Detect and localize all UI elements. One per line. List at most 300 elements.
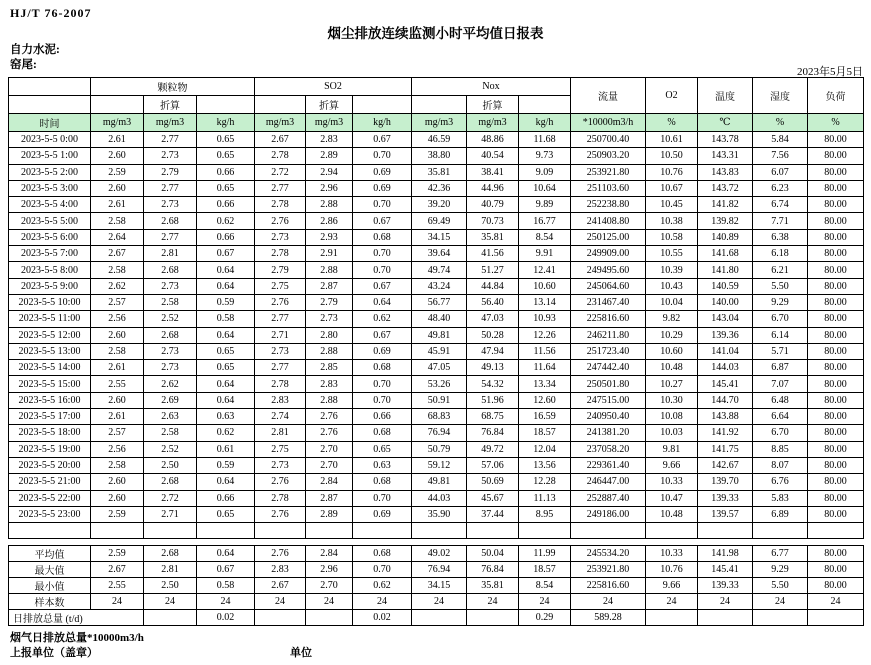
value-cell: 59.12 bbox=[412, 457, 467, 473]
value-cell: 80.00 bbox=[808, 311, 864, 327]
unit-cell: mg/m3 bbox=[255, 114, 306, 132]
value-cell: 9.82 bbox=[646, 311, 698, 327]
value-cell: 50.79 bbox=[412, 441, 467, 457]
value-cell: 2.83 bbox=[255, 562, 306, 578]
value-cell: 2.88 bbox=[306, 392, 353, 408]
value-cell: 237058.20 bbox=[571, 441, 646, 457]
header-humidity: 湿度 bbox=[753, 78, 808, 114]
hour-row bbox=[9, 180, 864, 196]
report-unit-label: 上报单位（盖章） bbox=[10, 647, 98, 659]
value-cell: 2.79 bbox=[255, 262, 306, 278]
value-cell: 6.21 bbox=[753, 262, 808, 278]
value-cell: 0.70 bbox=[353, 392, 412, 408]
time-cell: 2023-5-5 2:00 bbox=[9, 164, 91, 180]
value-cell: 8.85 bbox=[753, 441, 808, 457]
value-cell: 6.48 bbox=[753, 392, 808, 408]
value-cell: 2.75 bbox=[255, 278, 306, 294]
value-cell: 247442.40 bbox=[571, 360, 646, 376]
value-cell: 2.91 bbox=[306, 246, 353, 262]
value-cell: 2.58 bbox=[91, 262, 144, 278]
value-cell: 76.84 bbox=[467, 562, 519, 578]
value-cell: 2.76 bbox=[306, 425, 353, 441]
value-cell: 80.00 bbox=[808, 578, 864, 594]
value-cell: 2.83 bbox=[306, 132, 353, 148]
row-label-cell: 平均值 bbox=[9, 546, 91, 562]
value-cell: 9.29 bbox=[753, 294, 808, 310]
value-cell: 44.96 bbox=[467, 180, 519, 196]
value-cell: 2.70 bbox=[306, 457, 353, 473]
value-cell: 2.60 bbox=[91, 392, 144, 408]
value-cell: 240950.40 bbox=[571, 409, 646, 425]
value-cell: 2.88 bbox=[306, 343, 353, 359]
value-cell: 80.00 bbox=[808, 148, 864, 164]
value-cell: 8.54 bbox=[519, 229, 571, 245]
value-cell: 0.64 bbox=[353, 294, 412, 310]
value-cell: 0.64 bbox=[197, 327, 255, 343]
unit-label: 单位 bbox=[290, 647, 312, 659]
value-cell: 49.74 bbox=[412, 262, 467, 278]
value-cell: 46.59 bbox=[412, 132, 467, 148]
value-cell bbox=[753, 610, 808, 626]
value-cell: 80.00 bbox=[808, 343, 864, 359]
value-cell: 7.07 bbox=[753, 376, 808, 392]
value-cell: 2.55 bbox=[91, 376, 144, 392]
value-cell bbox=[144, 610, 197, 626]
hour-row bbox=[9, 441, 864, 457]
value-cell: 0.65 bbox=[197, 343, 255, 359]
value-cell: 10.03 bbox=[646, 425, 698, 441]
value-cell: 10.61 bbox=[646, 132, 698, 148]
value-cell: 9.09 bbox=[519, 164, 571, 180]
row-label-cell: 样本数 bbox=[9, 594, 91, 610]
summary-row bbox=[9, 546, 864, 562]
value-cell: 0.69 bbox=[353, 343, 412, 359]
unit-cell: mg/m3 bbox=[144, 114, 197, 132]
value-cell: 2.75 bbox=[255, 441, 306, 457]
value-cell: 2.74 bbox=[255, 409, 306, 425]
value-cell: 251723.40 bbox=[571, 343, 646, 359]
unit-cell: % bbox=[753, 114, 808, 132]
value-cell: 7.71 bbox=[753, 213, 808, 229]
value-cell: 24 bbox=[753, 594, 808, 610]
value-cell: 80.00 bbox=[808, 229, 864, 245]
value-cell: 141.04 bbox=[698, 343, 753, 359]
unit-cell: mg/m3 bbox=[306, 114, 353, 132]
header-empty-cell bbox=[255, 96, 306, 114]
header-group-pm: 颗粒物 bbox=[91, 78, 255, 96]
value-cell: 2.93 bbox=[306, 229, 353, 245]
value-cell: 0.64 bbox=[197, 278, 255, 294]
header-temp: 温度 bbox=[698, 78, 753, 114]
value-cell: 80.00 bbox=[808, 360, 864, 376]
value-cell: 2.80 bbox=[306, 327, 353, 343]
value-cell: 2.88 bbox=[306, 197, 353, 213]
value-cell: 68.83 bbox=[412, 409, 467, 425]
value-cell: 6.64 bbox=[753, 409, 808, 425]
value-cell: 41.56 bbox=[467, 246, 519, 262]
value-cell: 40.79 bbox=[467, 197, 519, 213]
value-cell: 2.61 bbox=[91, 409, 144, 425]
value-cell: 2.67 bbox=[91, 562, 144, 578]
header-group-so2: SO2 bbox=[255, 78, 412, 96]
value-cell: 18.57 bbox=[519, 562, 571, 578]
value-cell: 35.90 bbox=[412, 506, 467, 522]
standard-code: HJ/T 76-2007 bbox=[10, 6, 92, 20]
time-cell: 2023-5-5 12:00 bbox=[9, 327, 91, 343]
empty-cell bbox=[519, 523, 571, 539]
value-cell: 2.60 bbox=[91, 327, 144, 343]
time-cell: 2023-5-5 23:00 bbox=[9, 506, 91, 522]
empty-cell bbox=[9, 523, 91, 539]
hour-row bbox=[9, 311, 864, 327]
hour-row bbox=[9, 490, 864, 506]
value-cell: 2.78 bbox=[255, 376, 306, 392]
value-cell: 2.57 bbox=[91, 425, 144, 441]
header-flow: 流量 bbox=[571, 78, 646, 114]
value-cell: 141.92 bbox=[698, 425, 753, 441]
value-cell: 2.60 bbox=[91, 180, 144, 196]
value-cell: 249495.60 bbox=[571, 262, 646, 278]
value-cell: 2.77 bbox=[255, 360, 306, 376]
value-cell: 2.67 bbox=[255, 132, 306, 148]
value-cell: 139.82 bbox=[698, 213, 753, 229]
header-sub-pm: 折算 bbox=[144, 96, 197, 114]
hour-row bbox=[9, 246, 864, 262]
hour-row bbox=[9, 392, 864, 408]
header-sub-so2: 折算 bbox=[306, 96, 353, 114]
value-cell: 6.89 bbox=[753, 506, 808, 522]
value-cell: 10.47 bbox=[646, 490, 698, 506]
value-cell: 0.65 bbox=[197, 132, 255, 148]
value-cell: 10.76 bbox=[646, 562, 698, 578]
value-cell: 144.03 bbox=[698, 360, 753, 376]
unit-cell: kg/h bbox=[197, 114, 255, 132]
value-cell: 2.70 bbox=[306, 441, 353, 457]
hour-row bbox=[9, 360, 864, 376]
unit-cell: % bbox=[808, 114, 864, 132]
hour-row bbox=[9, 376, 864, 392]
value-cell: 0.64 bbox=[197, 376, 255, 392]
value-cell: 2.50 bbox=[144, 578, 197, 594]
value-cell: 49.81 bbox=[412, 327, 467, 343]
value-cell: 43.24 bbox=[412, 278, 467, 294]
value-cell: 13.34 bbox=[519, 376, 571, 392]
unit-cell: kg/h bbox=[353, 114, 412, 132]
value-cell: 8.54 bbox=[519, 578, 571, 594]
value-cell: 2.83 bbox=[306, 376, 353, 392]
value-cell: 9.29 bbox=[753, 562, 808, 578]
hour-row bbox=[9, 148, 864, 164]
summary-row bbox=[9, 594, 864, 610]
hour-row bbox=[9, 457, 864, 473]
value-cell: 2.81 bbox=[144, 246, 197, 262]
value-cell: 2.76 bbox=[255, 294, 306, 310]
value-cell: 0.67 bbox=[197, 562, 255, 578]
header-o2: O2 bbox=[646, 78, 698, 114]
value-cell: 10.55 bbox=[646, 246, 698, 262]
value-cell: 0.69 bbox=[353, 506, 412, 522]
value-cell: 5.50 bbox=[753, 278, 808, 294]
value-cell: 9.91 bbox=[519, 246, 571, 262]
value-cell: 50.91 bbox=[412, 392, 467, 408]
value-cell: 56.77 bbox=[412, 294, 467, 310]
value-cell: 0.62 bbox=[353, 578, 412, 594]
value-cell: 11.56 bbox=[519, 343, 571, 359]
value-cell: 139.36 bbox=[698, 327, 753, 343]
value-cell: 2.76 bbox=[255, 506, 306, 522]
value-cell: 2.70 bbox=[306, 578, 353, 594]
value-cell: 11.64 bbox=[519, 360, 571, 376]
value-cell: 0.63 bbox=[197, 409, 255, 425]
hour-row bbox=[9, 229, 864, 245]
value-cell: 2.63 bbox=[144, 409, 197, 425]
hour-row bbox=[9, 294, 864, 310]
value-cell: 11.13 bbox=[519, 490, 571, 506]
value-cell: 2.50 bbox=[144, 457, 197, 473]
unit-cell: % bbox=[646, 114, 698, 132]
value-cell: 2.73 bbox=[255, 229, 306, 245]
header-empty-cell bbox=[197, 96, 255, 114]
value-cell: 16.77 bbox=[519, 213, 571, 229]
value-cell: 241381.20 bbox=[571, 425, 646, 441]
value-cell: 0.67 bbox=[353, 213, 412, 229]
value-cell: 10.04 bbox=[646, 294, 698, 310]
value-cell: 225816.60 bbox=[571, 578, 646, 594]
value-cell: 45.67 bbox=[467, 490, 519, 506]
value-cell: 50.04 bbox=[467, 546, 519, 562]
value-cell: 35.81 bbox=[467, 578, 519, 594]
value-cell: 2.62 bbox=[144, 376, 197, 392]
value-cell: 50.28 bbox=[467, 327, 519, 343]
value-cell: 0.66 bbox=[197, 164, 255, 180]
header-empty-cell bbox=[9, 96, 91, 114]
value-cell: 0.02 bbox=[197, 610, 255, 626]
value-cell: 0.65 bbox=[197, 180, 255, 196]
value-cell: 45.91 bbox=[412, 343, 467, 359]
value-cell: 0.66 bbox=[197, 490, 255, 506]
value-cell: 2.68 bbox=[144, 474, 197, 490]
value-cell: 2.77 bbox=[255, 311, 306, 327]
value-cell: 0.69 bbox=[353, 164, 412, 180]
value-cell: 2.67 bbox=[255, 578, 306, 594]
value-cell: 251103.60 bbox=[571, 180, 646, 196]
value-cell: 24 bbox=[519, 594, 571, 610]
header-units-row bbox=[9, 114, 864, 132]
value-cell: 141.68 bbox=[698, 246, 753, 262]
value-cell: 2.76 bbox=[255, 474, 306, 490]
value-cell: 12.28 bbox=[519, 474, 571, 490]
value-cell: 8.95 bbox=[519, 506, 571, 522]
value-cell: 0.59 bbox=[197, 457, 255, 473]
value-cell: 2.78 bbox=[255, 490, 306, 506]
value-cell: 2.59 bbox=[91, 506, 144, 522]
value-cell bbox=[808, 610, 864, 626]
hour-row bbox=[9, 197, 864, 213]
value-cell: 9.66 bbox=[646, 457, 698, 473]
value-cell: 10.48 bbox=[646, 360, 698, 376]
value-cell: 2.62 bbox=[91, 278, 144, 294]
value-cell: 2.83 bbox=[255, 392, 306, 408]
value-cell: 252887.40 bbox=[571, 490, 646, 506]
value-cell: 48.86 bbox=[467, 132, 519, 148]
value-cell: 0.67 bbox=[353, 132, 412, 148]
value-cell: 142.67 bbox=[698, 457, 753, 473]
value-cell bbox=[255, 610, 306, 626]
hour-row bbox=[9, 506, 864, 522]
value-cell: 231467.40 bbox=[571, 294, 646, 310]
value-cell: 5.84 bbox=[753, 132, 808, 148]
value-cell: 139.57 bbox=[698, 506, 753, 522]
value-cell: 47.94 bbox=[467, 343, 519, 359]
value-cell: 10.50 bbox=[646, 148, 698, 164]
value-cell: 2.79 bbox=[144, 164, 197, 180]
empty-cell bbox=[753, 523, 808, 539]
value-cell: 2.57 bbox=[91, 294, 144, 310]
value-cell: 2.52 bbox=[144, 311, 197, 327]
value-cell: 2.96 bbox=[306, 180, 353, 196]
time-cell: 2023-5-5 19:00 bbox=[9, 441, 91, 457]
time-cell: 2023-5-5 11:00 bbox=[9, 311, 91, 327]
value-cell: 6.70 bbox=[753, 425, 808, 441]
value-cell: 12.26 bbox=[519, 327, 571, 343]
value-cell: 47.05 bbox=[412, 360, 467, 376]
value-cell: 76.84 bbox=[467, 425, 519, 441]
empty-cell bbox=[197, 523, 255, 539]
value-cell: 0.65 bbox=[197, 148, 255, 164]
value-cell: 10.60 bbox=[646, 343, 698, 359]
value-cell: 34.15 bbox=[412, 229, 467, 245]
value-cell: 80.00 bbox=[808, 213, 864, 229]
hour-row bbox=[9, 343, 864, 359]
value-cell: 2.77 bbox=[144, 229, 197, 245]
value-cell: 0.63 bbox=[353, 457, 412, 473]
value-cell: 2.71 bbox=[144, 506, 197, 522]
report-unit-line bbox=[10, 644, 312, 660]
header-empty-cell bbox=[412, 96, 467, 114]
value-cell: 10.30 bbox=[646, 392, 698, 408]
value-cell: 10.45 bbox=[646, 197, 698, 213]
value-cell: 80.00 bbox=[808, 164, 864, 180]
value-cell: 0.70 bbox=[353, 148, 412, 164]
value-cell: 39.64 bbox=[412, 246, 467, 262]
value-cell: 0.69 bbox=[353, 180, 412, 196]
empty-cell bbox=[306, 523, 353, 539]
value-cell: 2.73 bbox=[144, 197, 197, 213]
value-cell: 2.68 bbox=[144, 262, 197, 278]
value-cell: 250700.40 bbox=[571, 132, 646, 148]
value-cell: 6.14 bbox=[753, 327, 808, 343]
company-name: 自力水泥: bbox=[10, 44, 60, 56]
value-cell: 0.70 bbox=[353, 246, 412, 262]
value-cell: 141.98 bbox=[698, 546, 753, 562]
value-cell: 2.67 bbox=[91, 246, 144, 262]
value-cell: 12.60 bbox=[519, 392, 571, 408]
value-cell: 80.00 bbox=[808, 506, 864, 522]
value-cell: 0.66 bbox=[197, 197, 255, 213]
empty-cell bbox=[412, 523, 467, 539]
value-cell: 247515.00 bbox=[571, 392, 646, 408]
value-cell: 143.78 bbox=[698, 132, 753, 148]
value-cell: 10.76 bbox=[646, 164, 698, 180]
row-label-cell: 最小值 bbox=[9, 578, 91, 594]
value-cell: 0.68 bbox=[353, 425, 412, 441]
value-cell: 241408.80 bbox=[571, 213, 646, 229]
value-cell bbox=[698, 610, 753, 626]
value-cell: 6.23 bbox=[753, 180, 808, 196]
value-cell: 42.36 bbox=[412, 180, 467, 196]
value-cell: 80.00 bbox=[808, 546, 864, 562]
value-cell: 24 bbox=[144, 594, 197, 610]
value-cell: 44.84 bbox=[467, 278, 519, 294]
value-cell: 10.38 bbox=[646, 213, 698, 229]
value-cell: 0.64 bbox=[197, 392, 255, 408]
value-cell: 2.73 bbox=[255, 343, 306, 359]
time-cell: 2023-5-5 0:00 bbox=[9, 132, 91, 148]
value-cell: 0.02 bbox=[353, 610, 412, 626]
value-cell: 5.83 bbox=[753, 490, 808, 506]
empty-cell bbox=[808, 523, 864, 539]
value-cell: 0.58 bbox=[197, 311, 255, 327]
value-cell: 0.68 bbox=[353, 474, 412, 490]
value-cell: 56.40 bbox=[467, 294, 519, 310]
value-cell: 0.66 bbox=[353, 409, 412, 425]
value-cell: 2.73 bbox=[144, 360, 197, 376]
value-cell: 0.29 bbox=[519, 610, 571, 626]
header-group-row bbox=[9, 78, 864, 96]
value-cell: 0.62 bbox=[197, 213, 255, 229]
value-cell: 0.61 bbox=[197, 441, 255, 457]
value-cell: 11.99 bbox=[519, 546, 571, 562]
value-cell: 80.00 bbox=[808, 441, 864, 457]
header-group-nox: Nox bbox=[412, 78, 571, 96]
value-cell: 10.48 bbox=[646, 506, 698, 522]
value-cell: 10.60 bbox=[519, 278, 571, 294]
hour-row bbox=[9, 474, 864, 490]
hour-row bbox=[9, 164, 864, 180]
summary-row bbox=[9, 610, 864, 626]
value-cell: 24 bbox=[808, 594, 864, 610]
value-cell: 252238.80 bbox=[571, 197, 646, 213]
value-cell: 18.57 bbox=[519, 425, 571, 441]
value-cell: 80.00 bbox=[808, 262, 864, 278]
value-cell: 2.84 bbox=[306, 546, 353, 562]
unit-cell: ℃ bbox=[698, 114, 753, 132]
hour-row bbox=[9, 262, 864, 278]
value-cell: 10.58 bbox=[646, 229, 698, 245]
value-cell: 2.81 bbox=[255, 425, 306, 441]
value-cell: 2.84 bbox=[306, 474, 353, 490]
value-cell: 80.00 bbox=[808, 409, 864, 425]
value-cell: 80.00 bbox=[808, 246, 864, 262]
value-cell: 2.86 bbox=[306, 213, 353, 229]
value-cell: 57.06 bbox=[467, 457, 519, 473]
value-cell: 0.68 bbox=[353, 546, 412, 562]
value-cell: 2.73 bbox=[144, 343, 197, 359]
value-cell: 2.72 bbox=[144, 490, 197, 506]
value-cell: 2.73 bbox=[144, 148, 197, 164]
empty-cell bbox=[467, 523, 519, 539]
time-cell: 2023-5-5 16:00 bbox=[9, 392, 91, 408]
value-cell bbox=[306, 610, 353, 626]
value-cell: 249909.00 bbox=[571, 246, 646, 262]
value-cell: 24 bbox=[698, 594, 753, 610]
value-cell: 0.70 bbox=[353, 197, 412, 213]
value-cell: 145.41 bbox=[698, 562, 753, 578]
value-cell: 80.00 bbox=[808, 180, 864, 196]
value-cell: 6.76 bbox=[753, 474, 808, 490]
value-cell: 246447.00 bbox=[571, 474, 646, 490]
spacer-row bbox=[9, 523, 864, 539]
